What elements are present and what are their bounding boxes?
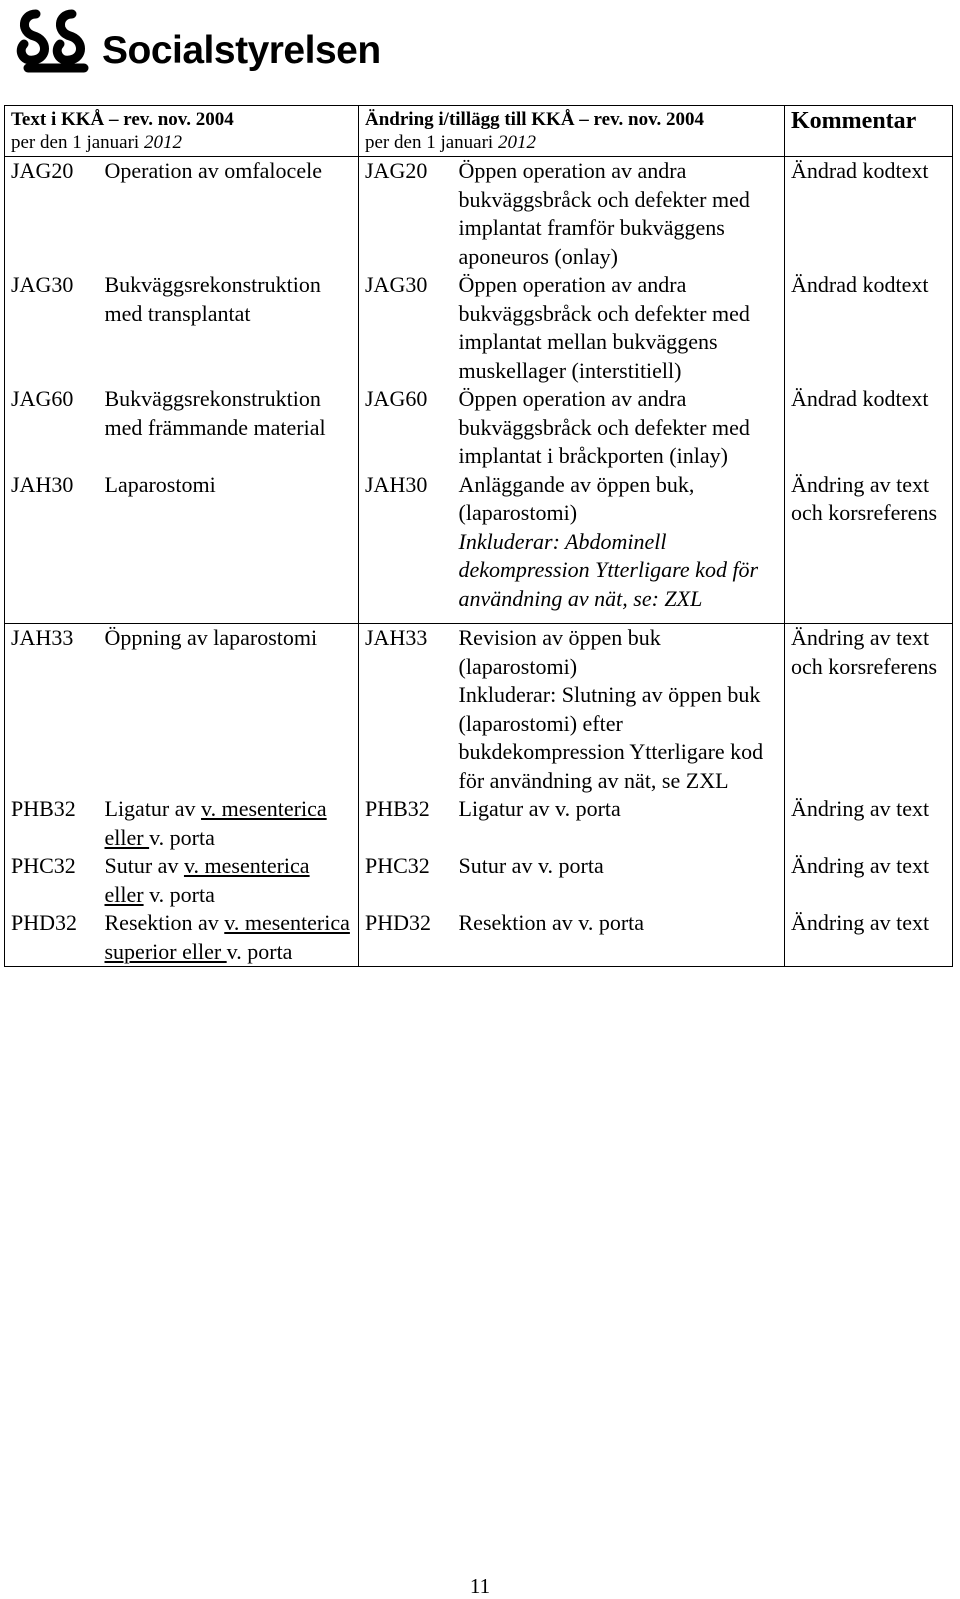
new-code: JAG30 [359,271,453,385]
table-row [5,471,953,624]
new-code: PHB32 [359,795,453,852]
new-text: Öppen operation av andra bukväggsbråck och defekter med implantat mellan bukväggens muskellager (interstitiell) [453,271,785,385]
new-text: Revision av öppen buk (laparostomi) [458,625,661,679]
old-code: JAG20 [5,157,99,272]
new-text: Öppen operation av andra bukväggsbråck och defekter med implantat framför bukväggens aponeuros (onlay) [453,157,785,272]
new-text-note: Inkluderar: Slutning av öppen buk (laparostomi) efter bukdekompression Ytterligare kod för användning av nät, se ZXL [458,682,764,793]
new-code: JAG60 [359,385,453,471]
new-code: PHD32 [359,909,453,967]
column-header-new-date: per den 1 januari [365,132,494,153]
column-header-old [5,106,359,157]
new-code: JAG20 [359,157,453,272]
deleted-text: v. mesenterica eller [104,853,310,907]
old-code: JAG60 [5,385,99,471]
table-row [5,157,953,272]
brand-name: Socialstyrelsen [102,29,381,72]
column-header-new [359,106,785,157]
comment: Ändring av text och korsreferens [785,471,953,624]
comment: Ändring av text [785,795,953,852]
code-change-table [4,105,953,967]
old-text: Resektion av v. mesenterica superior eller v. porta [99,909,359,967]
column-header-comment: Kommentar [785,106,953,157]
table-row [5,271,953,385]
new-code: PHC32 [359,852,453,909]
old-code: JAG30 [5,271,99,385]
comment: Ändrad kodtext [785,271,953,385]
table-row [5,852,953,909]
new-text: Sutur av v. porta [453,852,785,909]
old-code: JAH30 [5,471,99,624]
column-header-old-title: Text i KKÅ – rev. nov. 2004 [11,109,234,130]
old-text: Öppning av laparostomi [99,624,359,796]
new-text: Öppen operation av andra bukväggsbråck och defekter med implantat i bråckporten (inlay) [453,385,785,471]
column-header-new-year: 2012 [497,132,536,153]
old-text: Bukväggsrekonstruktion med främmande material [99,385,359,471]
comment: Ändring av text och korsreferens [785,624,953,796]
comment: Ändring av text [785,909,953,967]
column-header-old-date: per den 1 januari [11,132,140,153]
old-code: PHB32 [5,795,99,852]
old-code: PHC32 [5,852,99,909]
new-text: Anläggande av öppen buk, (laparostomi) [458,471,695,525]
new-text-cell [453,624,785,796]
deleted-text: v. mesenterica superior eller [104,910,350,964]
table-header-row [5,106,953,157]
deleted-text: v. mesenterica eller [104,796,327,850]
comment: Ändring av text [785,852,953,909]
new-text-note: Inkluderar: Abdominell dekompression Ytterligare kod för användning av nät, se: ZXL [458,528,759,611]
new-code: JAH30 [359,471,453,624]
new-text: Resektion av v. porta [453,909,785,967]
old-text: Sutur av v. mesenterica eller v. porta [99,852,359,909]
comment: Ändrad kodtext [785,385,953,471]
table-row [5,624,953,796]
table-row [5,909,953,967]
column-header-new-title: Ändring i/tillägg till KKÅ – rev. nov. 2004 [365,109,705,130]
new-text-cell [453,471,785,624]
old-code: PHD32 [5,909,99,967]
new-text: Ligatur av v. porta [453,795,785,852]
comment: Ändrad kodtext [785,157,953,272]
table-row [5,385,953,471]
old-text: Laparostomi [99,471,359,624]
old-text: Operation av omfalocele [99,157,359,272]
old-text: Ligatur av v. mesenterica eller v. porta [99,795,359,852]
logo [14,2,381,82]
old-text: Bukväggsrekonstruktion med transplantat [99,271,359,385]
new-code: JAH33 [359,624,453,796]
column-header-old-year: 2012 [143,132,182,153]
socialstyrelsen-knot-logo-icon [14,6,94,78]
page-number: 11 [469,1574,491,1598]
table-row [5,795,953,852]
old-code: JAH33 [5,624,99,796]
